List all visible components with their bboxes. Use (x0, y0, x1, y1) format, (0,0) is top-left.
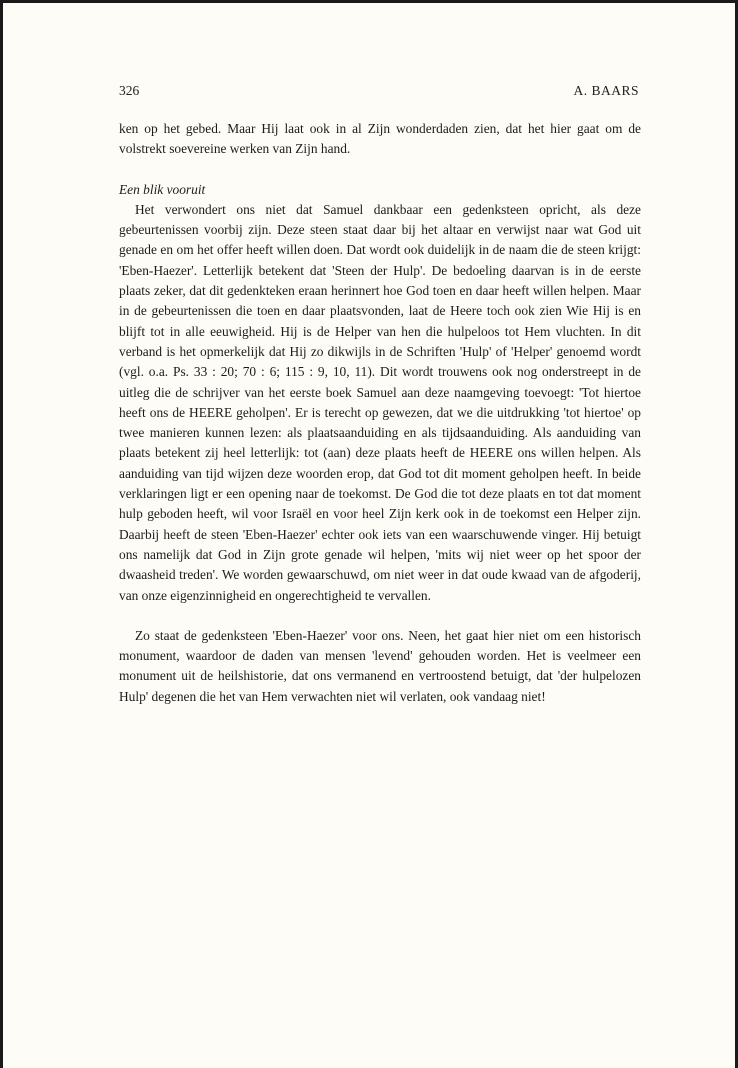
body-text (119, 119, 641, 707)
running-header (119, 83, 639, 103)
section-heading: Een blik vooruit (119, 181, 206, 197)
main-paragraph: Het verwondert ons niet dat Samuel dankbaar een gedenksteen opricht, als deze gebeurtenissen voorbij zijn. Deze steen staat daar bij het altaar en verwijst naar wat God uit genade en om het offer heeft willen doen. Dat wordt ook duidelijk in de naam die de steen krijgt: 'Eben-Haezer'. Letterlijk betekent dat 'Steen der Hulp'. De bedoeling daarvan is in de eerste plaats zeker, dat dit gedenkteken eraan herinnert hoe God toen en daar heeft willen helpen. Maar in de gebeurtenissen die toen en daar plaatsvonden, laat de Heere toch ook zien Wie Hij is en blijft tot in alle eeuwigheid. Hij is de Helper van hen die hulpeloos tot Hem vluchten. In dit verband is het opmerkelijk dat Hij zo dikwijls in de Schriften 'Hulp' of 'Helper' genoemd wordt (vgl. o.a. Ps. 33 : 20; 70 : 6; 115 : 9, 10, 11). Dit wordt trouwens ook nog onderstreept in de uitleg die de schrijver van het eerste boek Samuel aan deze naamgeving toevoegt: 'Tot hiertoe heeft ons de HEERE geholpen'. Er is terecht op gewezen, dat we die uitdrukking 'tot hiertoe' op twee manieren kunnen lezen: als plaatsaanduiding en als tijdsaanduiding. Als aanduiding van plaats betekent zij heel letterlijk: tot (aan) deze plaats heeft de HEERE ons willen helpen. Als aanduiding van tijd wijzen deze woorden erop, dat God tot dit moment geholpen heeft. In beide verklaringen ligt er een opening naar de toekomst. De God die tot deze plaats en tot dat moment hulp geboden heeft, wil voor Israël en voor heel Zijn kerk ook in de toekomst een Helper zijn. Daarbij heeft de steen 'Eben-Haezer' echter ook iets van een waarschuwende vinger. Hij betuigt ons namelijk dat God in Zijn grote genade wil helpen, 'mits wij niet weer op het spoor der dwaasheid treden'. We worden gewaarschuwd, om niet weer in dat oude kwaad van de afgoderij, van onze eigenzinnigheid en ongerechtigheid te vervallen. (119, 201, 641, 603)
opening-paragraph: ken op het gebed. Maar Hij laat ook in al Zijn wonderdaden zien, dat het hier gaat om de volstrekt soevereine werken van Zijn hand. (119, 121, 641, 157)
running-head-author: A. BAARS (573, 83, 639, 98)
closing-paragraph: Zo staat de gedenksteen 'Eben-Haezer' voor ons. Neen, het gaat hier niet om een historisch monument, waardoor de daden van mensen 'levend' gehouden worden. Het is veelmeer een monument uit de heilshistorie, dat ons vermanend en vertroostend betuigt, dat 'der hulpelozen Hulp' degenen die het van Hem verwachten niet wil verlaten, ook vandaag niet! (119, 627, 641, 704)
page-number: 326 (119, 83, 140, 98)
